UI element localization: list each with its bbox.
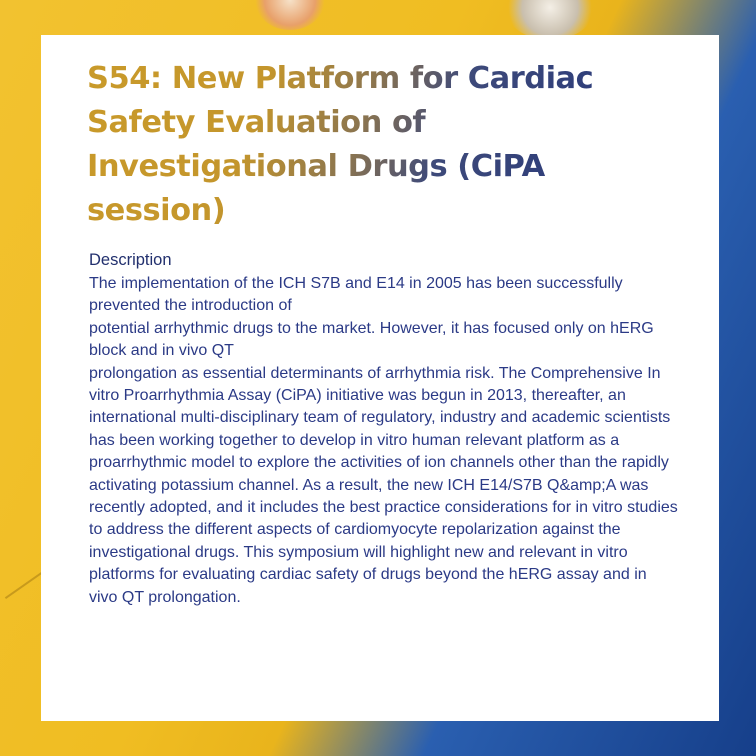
session-title: S54: New Platform for Cardiac Safety Evaluation of Investigational Drugs (CiPA session) <box>87 57 647 233</box>
session-card <box>41 35 719 721</box>
description-heading: Description <box>89 251 172 269</box>
description-paragraph: prolongation as essential determinants of arrhythmia risk. The Comprehensive In vitro Proarrhythmia Assay (CiPA) initiative was begun in 2013, thereafter, an international multi-disciplinary team of regulatory, industry and academic scientists has been working together to develop in vitro human relevant platform as a proarrhythmic model to explore the activities of ion channels other than the rapidly activating potassium channel. As a result, the new ICH E14/S7B Q&amp;A was recently adopted, and it includes the best practice considerations for in vitro studies to address the different aspects of cardiomyocyte repolarization against the investigational drugs. This symposium will highlight new and relevant in vitro platforms for evaluating cardiac safety of drugs beyond the hERG assay and in vivo QT prolongation. <box>89 364 678 606</box>
background-photo-fragment <box>505 0 595 40</box>
description-paragraph: The implementation of the ICH S7B and E14 in 2005 has been successfully prevented the introduction of <box>89 275 623 315</box>
description-body <box>89 273 679 609</box>
background-photo-fragment <box>255 0 325 30</box>
description-paragraph: potential arrhythmic drugs to the market. However, it has focused only on hERG block and in vivo QT <box>89 319 654 360</box>
